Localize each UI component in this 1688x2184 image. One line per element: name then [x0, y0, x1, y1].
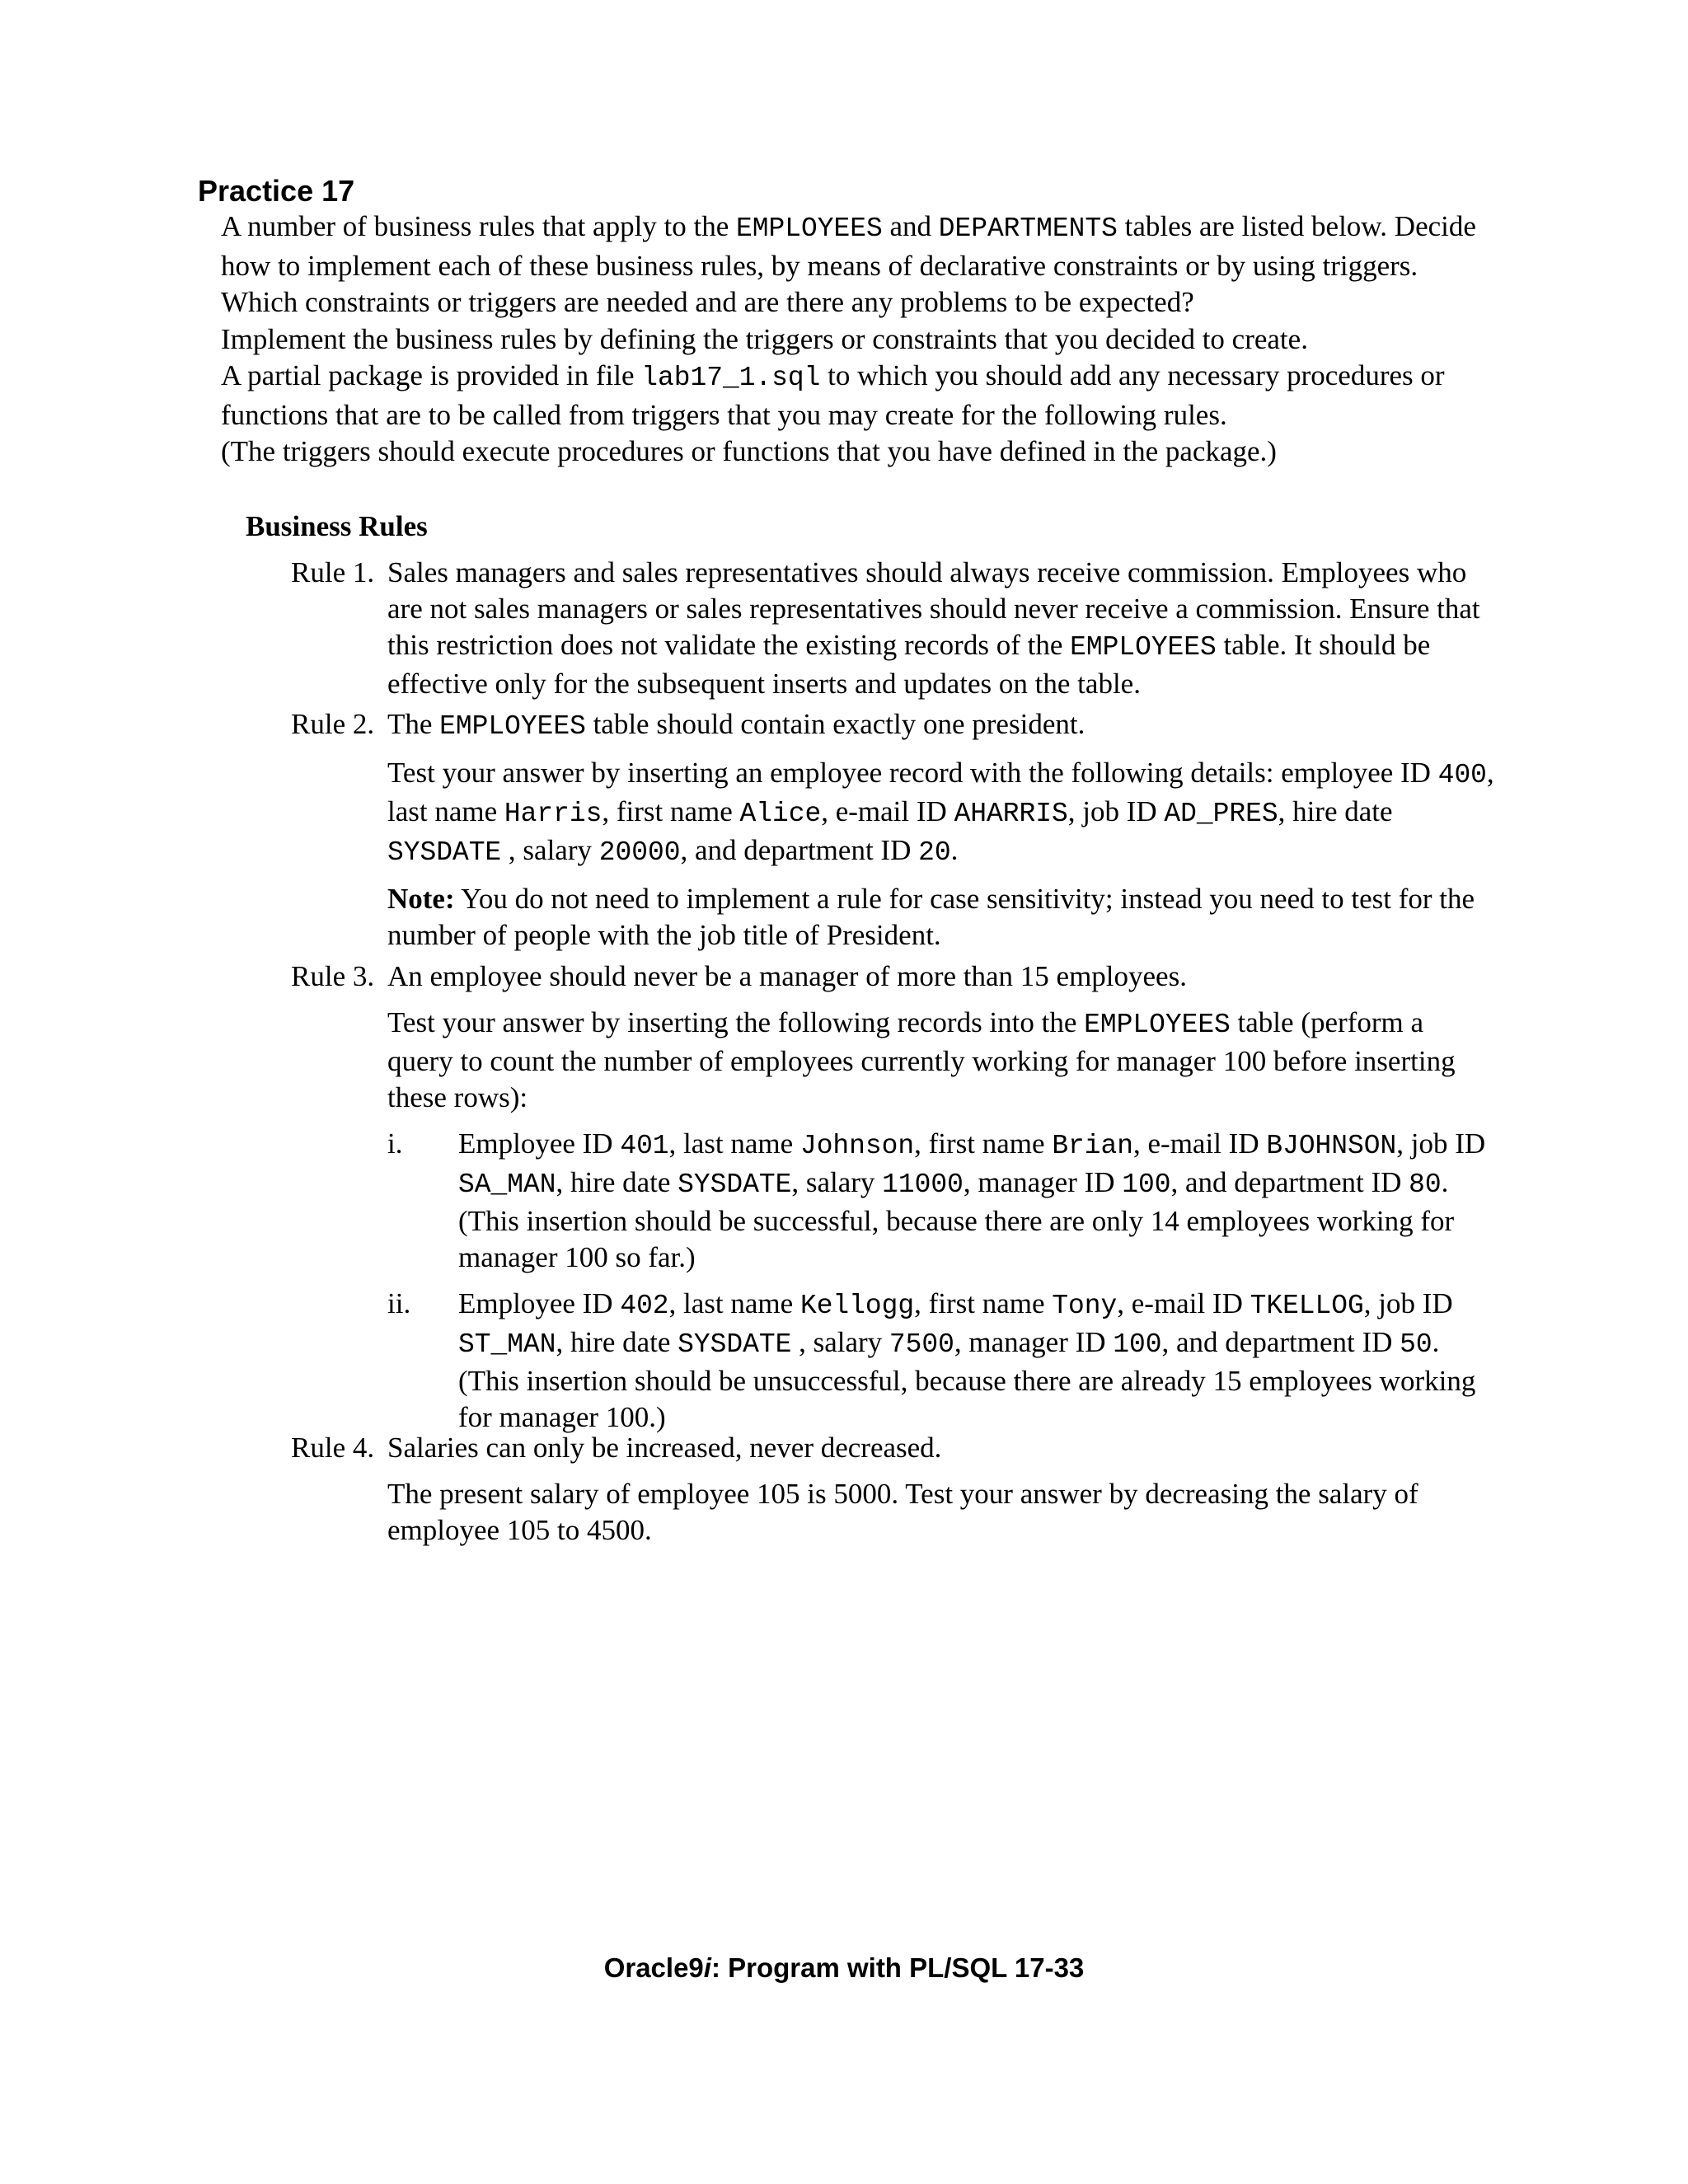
table-name: EMPLOYEES [736, 213, 883, 244]
rule-label: Rule 1. [291, 556, 375, 588]
intro-paragraph-3: Implement the business rules by defining the triggers or constraints that you decided to create. [221, 322, 1308, 355]
business-rules-heading: Business Rules [246, 510, 428, 542]
rule-statement: The EMPLOYEES table should contain exactly one president. [387, 708, 1085, 742]
rule-test: Test your answer by inserting the following records into the EMPLOYEES table (perform a query to count the number of employees currently working for manager 100 before inserting these rows): [387, 1006, 1456, 1113]
rule-statement: An employee should never be a manager of more than 15 employees. [387, 960, 1187, 992]
table-name: EMPLOYEES [1070, 632, 1217, 663]
rule-note: Note: You do not need to implement a rule for case sensitivity; instead you need to test for the number of people with the job title of President. [387, 883, 1475, 951]
rule-label: Rule 2. [291, 708, 375, 740]
rule-3 [291, 958, 1494, 1436]
rule-label: Rule 3. [291, 960, 375, 992]
rule-statement: Sales managers and sales representatives should always receive commission. Employees who are not sales managers or sales representatives should never receive a commission. Ensure that this restriction does not validate the existing records of the EMPLOYEES table. It should be effective only for the subsequent inserts and updates on the table. [387, 556, 1480, 700]
practice-title: Practice 17 [198, 174, 355, 208]
rule-test: Test your answer by inserting an employee record with the following details: employee ID 400, last name Harris, first name Alice, e-mail ID AHARRIS, job ID AD_PRES, hire date SYSDATE , salary 20000, and department ID 20. [387, 757, 1494, 868]
intro-section [221, 209, 1507, 471]
page-footer: Oracle9i: Program with PL/SQL 17-33 [603, 1952, 1085, 1983]
file-name: lab17_1.sql [641, 363, 821, 393]
table-name: EMPLOYEES [1084, 1010, 1231, 1040]
rule-statement: Salaries can only be increased, never decreased. [387, 1432, 942, 1464]
intro-paragraph-1: A number of business rules that apply to the EMPLOYEES and DEPARTMENTS tables are listed below. Decide how to implement each of these business rules, by means of declarative constraints or by using triggers. [221, 210, 1476, 282]
rule-test: The present salary of employee 105 is 5000. Test your answer by decreasing the salary of employee 105 to 4500. [387, 1478, 1418, 1546]
rule-2 [291, 706, 1494, 954]
list-item-number: ii. [387, 1287, 411, 1319]
list-item-number: i. [387, 1127, 403, 1160]
rule-label: Rule 4. [291, 1432, 375, 1464]
table-name: EMPLOYEES [439, 711, 586, 742]
note-label: Note: [387, 883, 455, 915]
intro-paragraph-4: A partial package is provided in file lab17_1.sql to which you should add any necessary procedures or functions that are to be called from triggers that you may create for the following rules. [221, 359, 1445, 431]
list-item: ii. Employee ID 402, last name Kellogg, first name Tony, e-mail ID TKELLOG, job ID ST_MAN, hire date SYSDATE , salary 7500, manager ID 100, and department ID 50. (This insertion should be unsuccessful, because there are already 15 employees working for manager 100.) [387, 1287, 1476, 1433]
intro-paragraph-5: (The triggers should execute procedures or functions that you have defined in the package.) [221, 435, 1277, 467]
rule-1 [291, 555, 1494, 702]
table-name: DEPARTMENTS [938, 213, 1118, 244]
list-item: i. Employee ID 401, last name Johnson, first name Brian, e-mail ID BJOHNSON, job ID SA_MAN, hire date SYSDATE, salary 11000, manager ID 100, and department ID 80. (This insertion should be successful, because there are only 14 employees working for manager 100 so far.) [387, 1127, 1486, 1273]
rule-4 [291, 1430, 1494, 1549]
intro-paragraph-2: Which constraints or triggers are needed and are there any problems to be expected? [221, 286, 1194, 318]
